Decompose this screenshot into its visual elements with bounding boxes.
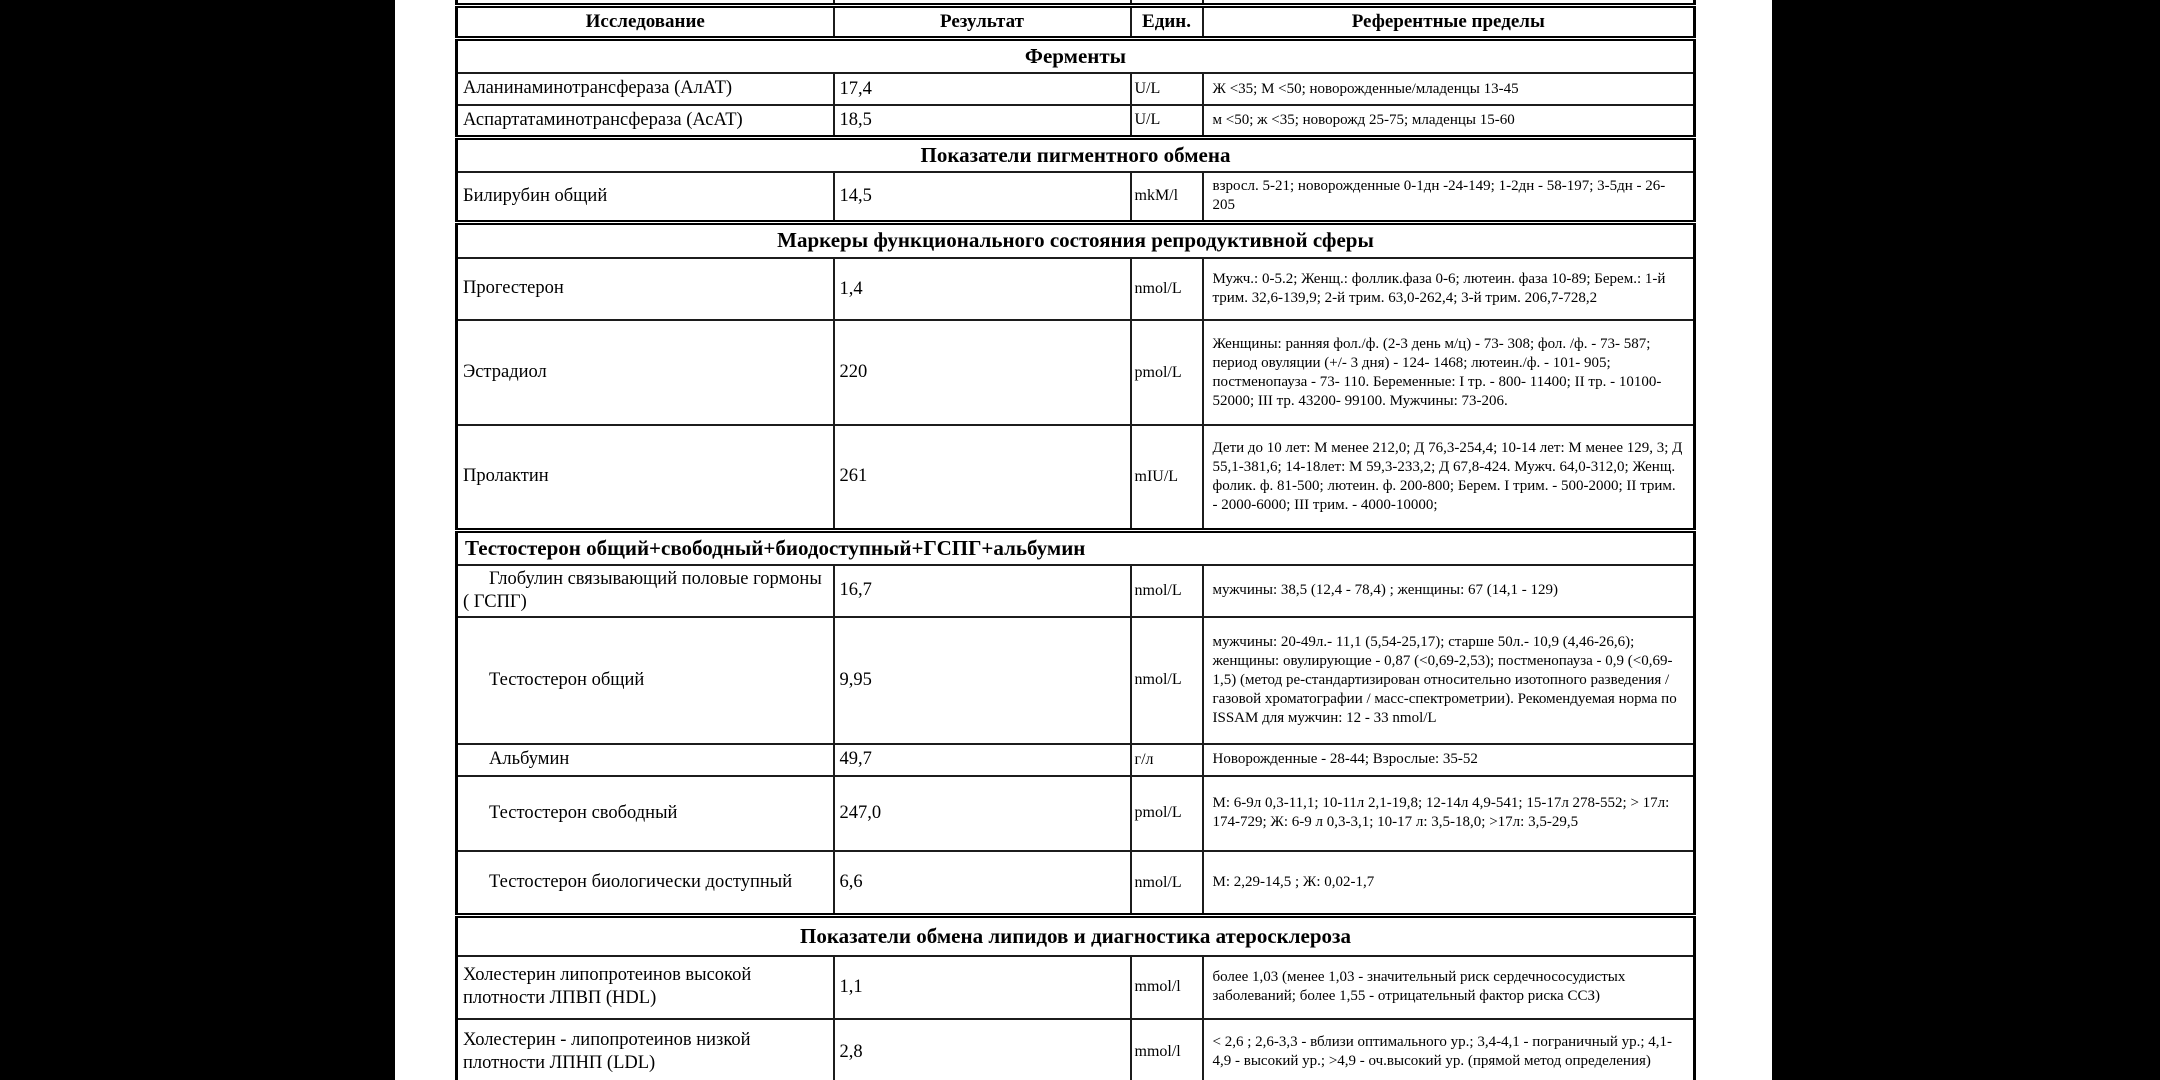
table-row	[457, 320, 1695, 425]
table-row	[457, 172, 1695, 222]
result-cell: 2,8	[834, 1019, 1131, 1080]
reference-range-cell: М: 6-9л 0,3-11,1; 10-11л 2,1-19,8; 12-14л 4,9-541; 15-17л 278-552; > 17л: 174-729; Ж: 6-9 л 0,3-3,1; 10-17 л: 3,5-18,0; >17л: 3,5-29,5	[1203, 776, 1695, 851]
section-header-row	[457, 222, 1695, 258]
result-cell: 18,5	[834, 105, 1131, 137]
table-row	[457, 851, 1695, 916]
unit-cell: U/L	[1131, 105, 1203, 137]
result-cell: 49,7	[834, 744, 1131, 776]
table-row	[457, 425, 1695, 530]
test-name-cell: Глобулин связывающий половые гормоны ( ГСПГ)	[457, 565, 834, 617]
table-row	[457, 105, 1695, 137]
reference-range-cell: Женщины: ранняя фол./ф. (2-3 день м/ц) - 73- 308; фол. /ф. - 73- 587; период овуляции (+/- 3 дня) - 124- 1468; лютеин./ф. - 101- 905; постменопауза - 73- 110. Беременные: I тр. - 800- 11400; II тр. - 10100- 52000; III тр. 43200- 99100. Мужчины: 73-206.	[1203, 320, 1695, 425]
reference-range-cell: м <50; ж <35; новорожд 25-75; младенцы 15-60	[1203, 105, 1695, 137]
unit-cell: pmol/L	[1131, 320, 1203, 425]
section-title: Показатели пигментного обмена	[457, 137, 1695, 172]
result-cell: 1,1	[834, 956, 1131, 1019]
result-cell: 6,6	[834, 851, 1131, 916]
reference-range-cell: < 2,6 ; 2,6-3,3 - вблизи оптимального ур.; 3,4-4,1 - пограничный ур.; 4,1-4,9 - высокий ур.; >4,9 - оч.высокий ур. (прямой метод определения)	[1203, 1019, 1695, 1080]
unit-cell: nmol/L	[1131, 258, 1203, 320]
unit-cell: mkM/l	[1131, 172, 1203, 222]
reference-range-cell: мужчины: 20-49л.- 11,1 (5,54-25,17); старше 50л.- 10,9 (4,46-26,6); женщины: овулирующие - 0,87 (<0,69-2,53); постменопауза - 0,9 (<0,69-1,5) (метод ре-стандартизирован относительно изотопного разведения / газовой хроматографии / масс-спектрометрии). Рекомендуемая норма по ISSAM для мужчин: 12 - 33 nmol/L	[1203, 617, 1695, 744]
test-name-cell: Тестостерон биологически доступный	[457, 851, 834, 916]
unit-cell: mmol/l	[1131, 1019, 1203, 1080]
unit-cell: nmol/L	[1131, 851, 1203, 916]
reference-range-cell: Мужч.: 0-5.2; Женщ.: фоллик.фаза 0-6; лютеин. фаза 10-89; Берем.: 1-й трим. 32,6-139,9; 2-й трим. 63,0-262,4; 3-й трим. 206,7-728,2	[1203, 258, 1695, 320]
unit-cell: nmol/L	[1131, 617, 1203, 744]
unit-cell: mIU/L	[1131, 425, 1203, 530]
unit-cell: U/L	[1131, 73, 1203, 105]
section-title: Ферменты	[457, 39, 1695, 74]
reference-range-cell: Новорожденные - 28-44; Взрослые: 35-52	[1203, 744, 1695, 776]
table-body	[457, 39, 1695, 1080]
lab-report-page	[395, 0, 1772, 1080]
table-head	[457, 0, 1695, 39]
table-row	[457, 776, 1695, 851]
section-title: Показатели обмена липидов и диагностика атеросклероза	[457, 916, 1695, 956]
result-cell: 16,7	[834, 565, 1131, 617]
test-name-cell: Аланинаминотрансфераза (АлАТ)	[457, 73, 834, 105]
test-name-cell: Билирубин общий	[457, 172, 834, 222]
table-row	[457, 617, 1695, 744]
reference-range-cell: более 1,03 (менее 1,03 - значительный риск сердечнососудистых заболеваний; более 1,55 - отрицательный фактор риска ССЗ)	[1203, 956, 1695, 1019]
column-header-1: Результат	[834, 6, 1131, 39]
column-header-2: Един.	[1131, 6, 1203, 39]
table-row	[457, 956, 1695, 1019]
reference-range-cell: Ж <35; М <50; новорожденные/младенцы 13-45	[1203, 73, 1695, 105]
test-name-cell: Холестерин - липопротеинов низкой плотности ЛПНП (LDL)	[457, 1019, 834, 1080]
column-header-0: Исследование	[457, 6, 834, 39]
test-name-cell: Прогестерон	[457, 258, 834, 320]
test-name-cell: Аспартатаминотрансфераза (АсАТ)	[457, 105, 834, 137]
test-name-cell: Холестерин липопротеинов высокой плотности ЛПВП (HDL)	[457, 956, 834, 1019]
table-row	[457, 1019, 1695, 1080]
unit-cell: nmol/L	[1131, 565, 1203, 617]
section-header-row	[457, 39, 1695, 74]
lab-results-table	[455, 0, 1696, 1080]
test-name-cell: Пролактин	[457, 425, 834, 530]
result-cell: 247,0	[834, 776, 1131, 851]
reference-range-cell: М: 2,29-14,5 ; Ж: 0,02-1,7	[1203, 851, 1695, 916]
unit-cell: pmol/L	[1131, 776, 1203, 851]
column-header-row	[457, 6, 1695, 39]
test-name-cell: Тестостерон свободный	[457, 776, 834, 851]
table-row	[457, 565, 1695, 617]
section-header-row	[457, 530, 1695, 565]
result-cell: 14,5	[834, 172, 1131, 222]
table-row	[457, 258, 1695, 320]
table-row	[457, 73, 1695, 105]
test-name-cell: Тестостерон общий	[457, 617, 834, 744]
result-cell: 17,4	[834, 73, 1131, 105]
section-title: Маркеры функционального состояния репродуктивной сферы	[457, 222, 1695, 258]
test-name-cell: Альбумин	[457, 744, 834, 776]
reference-range-cell: взросл. 5-21; новорожденные 0-1дн -24-149; 1-2дн - 58-197; 3-5дн - 26-205	[1203, 172, 1695, 222]
section-header-row	[457, 137, 1695, 172]
table-row	[457, 744, 1695, 776]
result-cell: 9,95	[834, 617, 1131, 744]
reference-range-cell: Дети до 10 лет: М менее 212,0; Д 76,3-254,4; 10-14 лет: М менее 129, 3; Д 55,1-381,6; 14-18лет: М 59,3-233,2; Д 67,8-424. Мужч. 64,0-312,0; Женщ. фолик. ф. 81-500; лютеин. ф. 200-800; Берем. I трим. - 500-2000; II трим. - 2000-6000; III трим. - 4000-10000;	[1203, 425, 1695, 530]
column-header-3: Референтные пределы	[1203, 6, 1695, 39]
unit-cell: mmol/l	[1131, 956, 1203, 1019]
reference-range-cell: мужчины: 38,5 (12,4 - 78,4) ; женщины: 67 (14,1 - 129)	[1203, 565, 1695, 617]
result-cell: 261	[834, 425, 1131, 530]
test-name-cell: Эстрадиол	[457, 320, 834, 425]
section-header-row	[457, 916, 1695, 956]
result-cell: 220	[834, 320, 1131, 425]
section-title: Тестостерон общий+свободный+биодоступный+ГСПГ+альбумин	[457, 530, 1695, 565]
unit-cell: г/л	[1131, 744, 1203, 776]
result-cell: 1,4	[834, 258, 1131, 320]
